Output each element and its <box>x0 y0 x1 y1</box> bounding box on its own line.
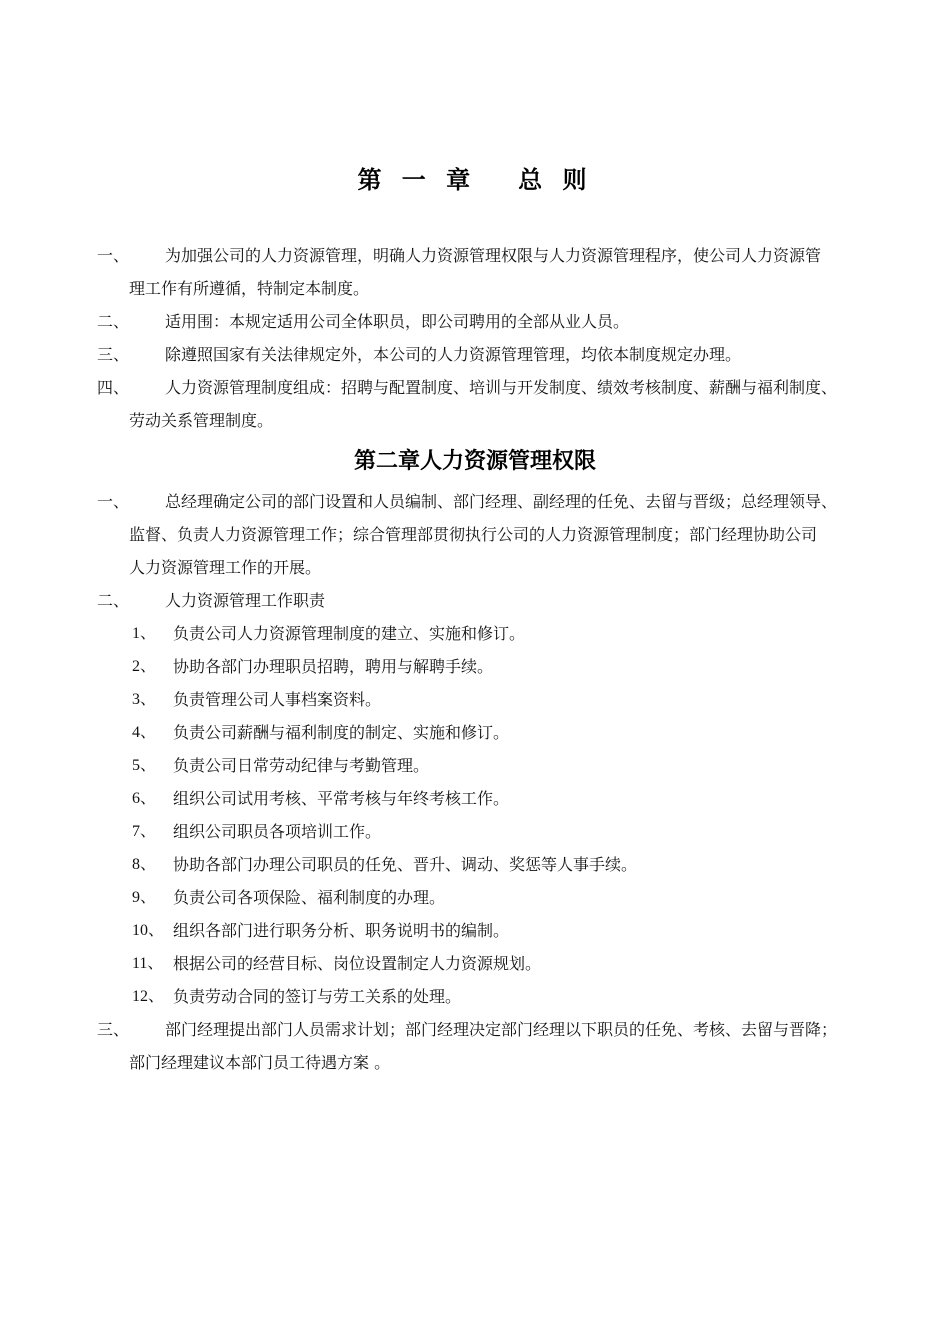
duty-number: 3、 <box>132 691 157 708</box>
duty-list-item <box>0 683 950 716</box>
item-text-line-1: 部门经理提出部门人员需求计划；部门经理决定部门经理以下职员的任免、考核、去留与晋降； <box>165 1020 838 1039</box>
item-number: 二、 <box>97 312 130 331</box>
duty-text: 负责管理公司人事档案资料。 <box>173 690 382 709</box>
duty-list-item <box>0 848 950 881</box>
duty-number: 12、 <box>132 988 165 1005</box>
item-number: 一、 <box>97 246 130 265</box>
chapter-2-item-2 <box>0 584 950 617</box>
chapter-2-title: 第二章人力资源管理权限 <box>353 449 596 474</box>
duty-number: 2、 <box>132 658 157 675</box>
duty-list-item <box>0 650 950 683</box>
duty-text: 负责公司薪酬与福利制度的制定、实施和修订。 <box>173 723 510 742</box>
item-text-line-1: 总经理确定公司的部门设置和人员编制、部门经理、副经理的任免、去留与晋级；总经理领导、 <box>165 492 838 511</box>
chapter-1-name: 总 则 <box>518 166 593 194</box>
duty-text: 组织各部门进行职务分析、职务说明书的编制。 <box>173 921 510 940</box>
duty-number: 5、 <box>132 757 157 774</box>
item-number: 三、 <box>97 1020 130 1039</box>
item-number: 四、 <box>97 378 130 397</box>
item-number: 一、 <box>97 492 130 511</box>
item-text-line-3: 人力资源管理工作的开展。 <box>129 558 322 577</box>
duty-text: 负责公司人力资源管理制度的建立、实施和修订。 <box>173 624 526 643</box>
duty-list-item <box>0 947 950 980</box>
duty-list-item <box>0 914 950 947</box>
duty-list-item <box>0 716 950 749</box>
duty-text: 组织公司试用考核、平常考核与年终考核工作。 <box>173 789 510 808</box>
chapter-1-item-3 <box>0 338 950 371</box>
duty-number: 1、 <box>132 625 157 642</box>
duty-number: 10、 <box>132 922 165 939</box>
duty-text: 协助各部门办理职员招聘，聘用与解聘手续。 <box>173 657 494 676</box>
item-text-line-2: 监督、负责人力资源管理工作；综合管理部贯彻执行公司的人力资源管理制度；部门经理协助公司 <box>129 525 818 544</box>
chapter-1-item-1 <box>0 239 950 305</box>
duty-text: 根据公司的经营目标、岗位设置制定人力资源规划。 <box>173 954 542 973</box>
chapter-2-item-1 <box>0 485 950 584</box>
duty-text: 负责劳动合同的签订与劳工关系的处理。 <box>173 987 462 1006</box>
duty-list-item <box>0 617 950 650</box>
duty-number: 8、 <box>132 856 157 873</box>
chapter-1-item-4 <box>0 371 950 437</box>
duty-number: 6、 <box>132 790 157 807</box>
duty-number: 11、 <box>132 955 164 972</box>
chapter-1-number: 第 一 章 <box>357 166 477 194</box>
item-text-line-2: 劳动关系管理制度。 <box>129 411 274 430</box>
duty-number: 4、 <box>132 724 157 741</box>
item-text-line-1: 除遵照国家有关法律规定外，本公司的人力资源管理管理，均依本制度规定办理。 <box>165 345 742 364</box>
item-number: 二、 <box>97 591 130 610</box>
duty-number: 7、 <box>132 823 157 840</box>
duty-text: 协助各部门办理公司职员的任免、晋升、调动、奖惩等人事手续。 <box>173 855 638 874</box>
duty-text: 负责公司各项保险、福利制度的办理。 <box>173 888 446 907</box>
duty-number: 9、 <box>132 889 157 906</box>
chapter-2-item-3 <box>0 1013 950 1079</box>
duty-list-item <box>0 881 950 914</box>
duty-list-item <box>0 815 950 848</box>
item-text-line-1: 人力资源管理工作职责 <box>165 591 326 610</box>
item-text-line-2: 理工作有所遵循，特制定本制度。 <box>129 279 370 298</box>
duty-text: 负责公司日常劳动纪律与考勤管理。 <box>173 756 430 775</box>
item-text-line-2: 部门经理建议本部门员工待遇方案 。 <box>129 1053 391 1072</box>
duty-text: 组织公司职员各项培训工作。 <box>173 822 382 841</box>
item-text-line-1: 适用围：本规定适用公司全体职员，即公司聘用的全部从业人员。 <box>165 312 630 331</box>
chapter-1-item-2 <box>0 305 950 338</box>
duty-list-item <box>0 980 950 1013</box>
item-number: 三、 <box>97 345 130 364</box>
duty-list-item <box>0 749 950 782</box>
duty-list-item <box>0 782 950 815</box>
item-text-line-1: 为加强公司的人力资源管理，明确人力资源管理权限与人力资源管理程序，使公司人力资源管 <box>165 246 822 265</box>
chapter-1-title <box>0 160 950 195</box>
item-text-line-1: 人力资源管理制度组成：招聘与配置制度、培训与开发制度、绩效考核制度、薪酬与福利制度、 <box>165 378 838 397</box>
